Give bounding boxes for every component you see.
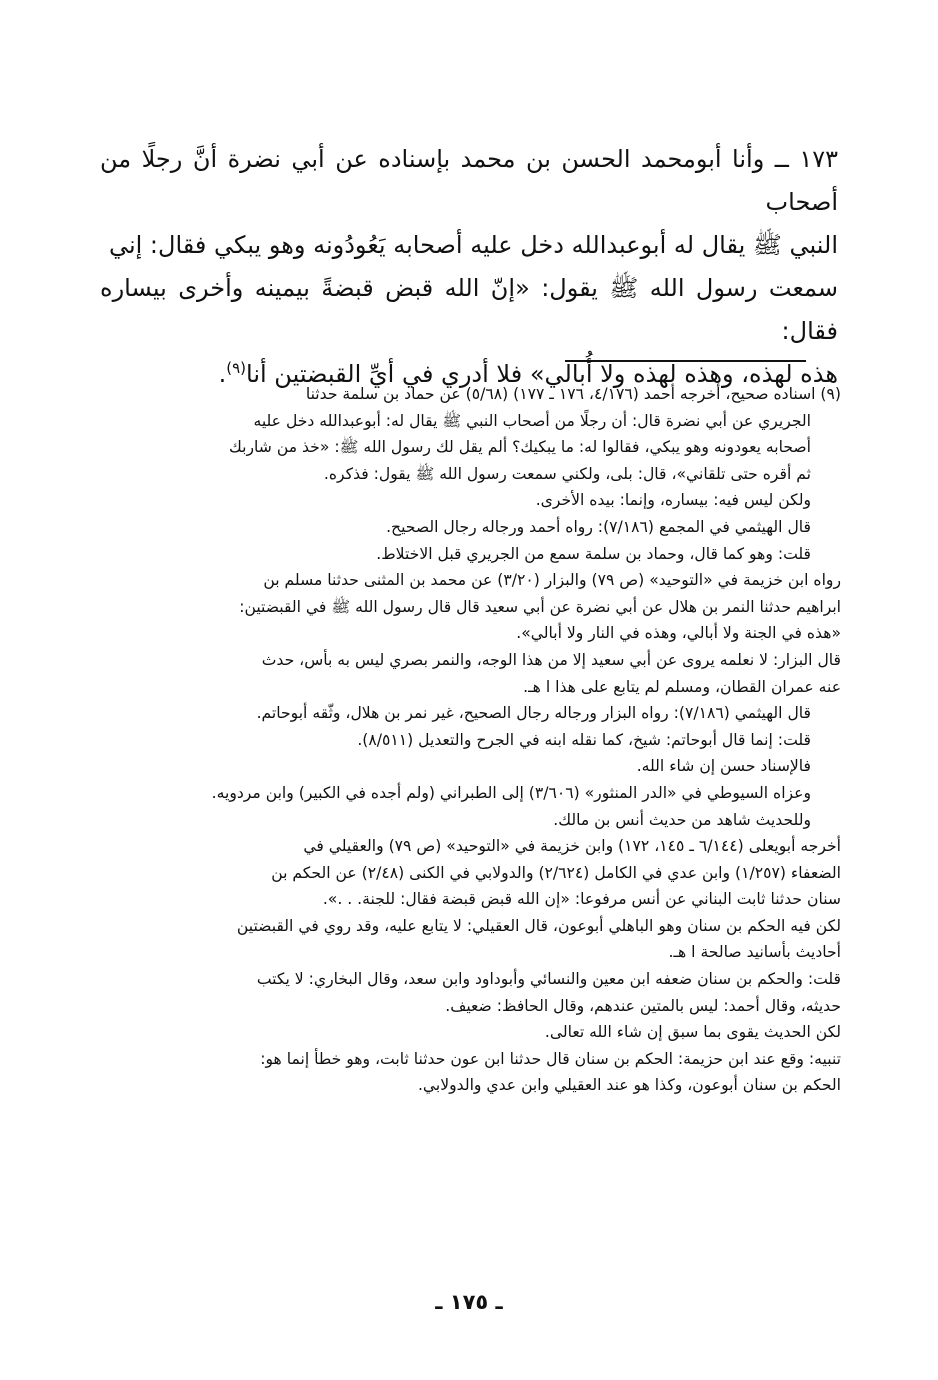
footnote-line: الضعفاء (١/٢٥٧) وابن عدي في الكامل (٢/٦٢٤) والدولابي في الكنى (٢/٤٨) عن الحكم بن [271, 863, 841, 882]
hadith-line: النبي ﷺ يقال له أبوعبدالله دخل عليه أصحابه يَعُودُونه وهو يبكي فقال: إني [108, 231, 838, 259]
footnote-line: رواه ابن خزيمة في «التوحيد» (ص ٧٩) والبزار (٣/٢٠) عن محمد بن المثنى حدثنا مسلم بن [263, 571, 841, 590]
footnote-separator [565, 360, 806, 362]
footnote-line: (٩) اسناده صحيح، أخرجه أحمد (٤/١٧٦، ١٧٦ ـ ١٧٧) (٥/٦٨) عن حماد بن سلمة حدثنا [305, 385, 841, 403]
footnote-line: ثم أقره حتى تلقاني»، قال: بلى، ولكني سمعت رسول الله ﷺ يقول: فذكره. [323, 464, 811, 483]
footnote-line: الحكم بن سنان أبوعون، وكذا هو عند العقيلي وابن عدي والدولابي. [417, 1076, 841, 1095]
end-mark: . [218, 360, 227, 388]
hadith-line: سمعت رسول الله ﷺ يقول: «إنّ الله قبض قبضةً بيمينه وأخرى بيساره فقال: [100, 274, 838, 345]
footnote-line: وللحديث شاهد من حديث أنس بن مالك. [553, 810, 811, 829]
footnote-line: ابراهيم حدثنا النمر بن هلال عن أبي نضرة عن أبي سعيد قال قال رسول الله ﷺ في القبضتين: [239, 597, 841, 616]
footnote-line: سنان حدثنا ثابت البناني عن أنس مرفوعا: «إن الله قبض قبضة فقال: للجنة. . .». [322, 890, 841, 909]
footnote-line: قلت: وهو كما قال، وحماد بن سلمة سمع من الجريري قبل الاختلاط. [376, 544, 811, 563]
footnotes [101, 381, 841, 1099]
footnote-line: «هذه في الجنة ولا أبالي، وهذه في النار ولا أبالي». [516, 624, 841, 643]
footnote-line: الجريري عن أبي نضرة قال: أن رجلًا من أصحاب النبي ﷺ يقال له: أبوعبدالله دخل عليه [253, 411, 811, 430]
footnote-line: لكن الحديث يقوى بما سبق إن شاء الله تعالى. [544, 1023, 841, 1042]
footnote-line: عنه عمران القطان، ومسلم لم يتابع على هذا ا هـ. [523, 677, 841, 696]
footnote-reference: (٩) [226, 359, 247, 377]
footnote-line: قلت: والحكم بن سنان ضعفه ابن معين والنسائي وأبوداود وابن سعد، وقال البخاري: لا يكتب [256, 970, 841, 989]
footnote-line: قال الهيثمي في المجمع (٧/١٨٦): رواه أحمد ورجاله رجال الصحيح. [386, 517, 811, 536]
footnote-line: تنبيه: وقع عند ابن حزيمة: الحكم بن سنان قال حدثنا ابن عون حدثنا ثابت، وهو خطأ إنما هو: [260, 1049, 841, 1068]
footnote-line: أصحابه يعودونه وهو يبكي، فقالوا له: ما يبكيك؟ ألم يقل لك رسول الله ﷺ: «خذ من شاربك [229, 438, 811, 457]
footnote-line: أخرجه أبويعلى (٦/١٤٤ ـ ١٤٥، ١٧٢) وابن خزيمة في «التوحيد» (ص ٧٩) والعقيلي في [303, 837, 841, 856]
footnote-line: قال الهيثمي (٧/١٨٦): رواه البزار ورجاله رجال الصحيح، غير نمر بن هلال، وثّقه أبوحاتم. [256, 704, 811, 723]
footnote-line: فالإسناد حسن إن شاء الله. [636, 757, 811, 776]
footnote-line: ولكن ليس فيه: بيساره، وإنما: بيده الأخرى. [535, 491, 811, 510]
hadith-line: ١٧٣ ــ وأنا أبومحمد الحسن بن محمد بإسناده عن أبي نضرة أنَّ رجلًا من أصحاب [100, 145, 838, 216]
footnote-line: قال البزار: لا نعلمه يروى عن أبي سعيد إلا من هذا الوجه، والنمر بصري ليس به بأس، حدث [261, 650, 841, 669]
hadith-text [100, 138, 838, 396]
footnote-line: أحاديث بأسانيد صالحة ا هـ. [668, 943, 841, 962]
hadith-line-text: هذه لهذه، وهذه لهذه ولا أُبالي» فلا أدري في أيِّ القبضتين أنا [246, 360, 838, 388]
footnote-line: قلت: إنما قال أبوحاتم: شيخ، كما نقله ابنه في الجرح والتعديل (٨/٥١١). [357, 730, 811, 749]
footnote-line: حديثه، وقال أحمد: ليس بالمتين عندهم، وقال الحافظ: ضعيف. [445, 996, 841, 1015]
footnote-line: لكن فيه الحكم بن سنان وهو الباهلي أبوعون، قال العقيلي: لا يتابع عليه، وقد روي في القبضتين [236, 916, 841, 935]
page-number: ـ ١٧٥ ـ [435, 1290, 503, 1314]
footnote-line: وعزاه السيوطي في «الدر المنثور» (٣/٦٠٦) إلى الطبراني (ولم أجده في الكبير) وابن مردويه. [211, 783, 811, 802]
